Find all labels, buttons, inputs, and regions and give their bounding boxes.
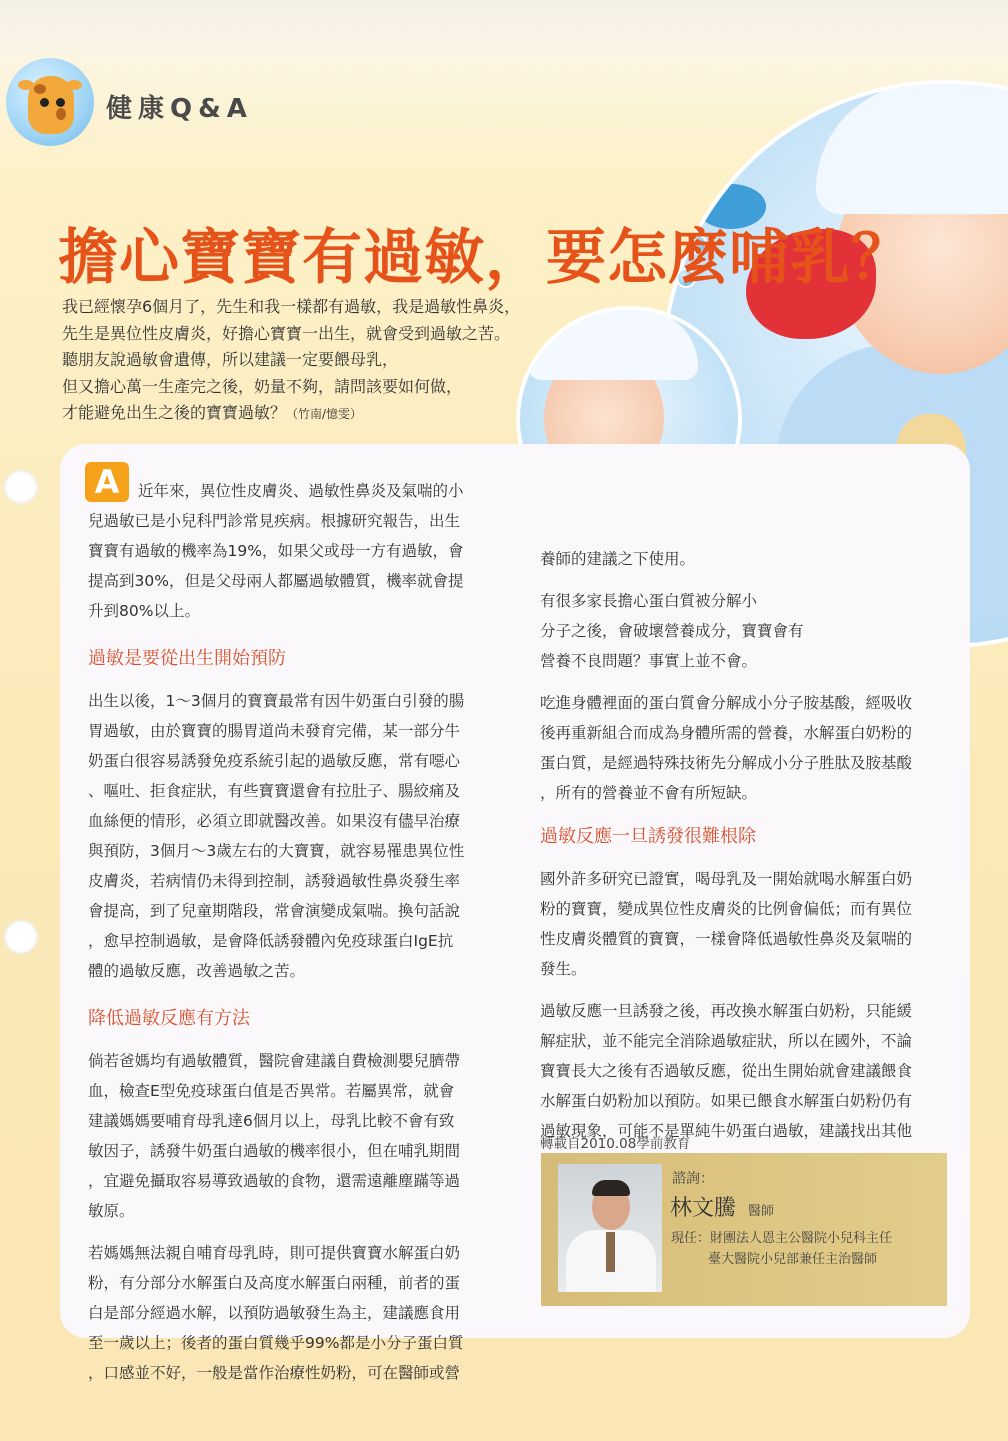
section-label: 健康Q&A	[106, 94, 253, 124]
p4-line: 營養不良問題？事實上並不會。	[540, 652, 758, 670]
p7-line: 過敏反應一旦誘發之後，再改換水解蛋白奶粉，只能緩	[540, 1002, 913, 1020]
subheading-prevention: 過敏是要從出生開始預防	[88, 648, 286, 669]
spacer	[88, 1226, 518, 1238]
p7-line: 水解蛋白奶粉加以預防。如果已餵食水解蛋白奶粉仍有	[540, 1092, 913, 1110]
giraffe-spot	[34, 84, 46, 94]
p2-line: 建議媽媽要哺育母乳達6個月以上，母乳比較不會有致	[88, 1112, 455, 1130]
small-baby-hat	[528, 310, 698, 380]
doctor-tie	[606, 1232, 615, 1272]
p1-line: 、嘔吐、拒食症狀，有些寶寶還會有拉肚子、腸絞痛及	[88, 782, 461, 800]
doctor-title: 醫師	[748, 1204, 775, 1219]
p3-line: 白是部分經過水解，以預防過敏發生為主，建議應食用	[88, 1304, 461, 1322]
p6-line: 性皮膚炎體質的寶寶，一樣會降低過敏性鼻炎及氣喘的	[540, 930, 913, 948]
doctor-position-1: 現任：財團法人恩主公醫院小兒科主任	[671, 1231, 893, 1246]
p5-line: 蛋白質，是經過特殊技術先分解成小分子胜肽及胺基酸	[540, 754, 913, 772]
intro-line: 兒過敏已是小兒科門診常見疾病。根據研究報告，出生	[88, 512, 461, 530]
p1-line: 會提高，到了兒童期階段，常會演變成氣喘。換句話說	[88, 902, 461, 920]
question-block	[62, 294, 532, 428]
punch-hole	[4, 920, 38, 954]
p2-line: 血，檢查E型免疫球蛋白值是否異常。若屬異常，就會	[88, 1082, 455, 1100]
p3-line: 若媽媽無法親自哺育母乳時，則可提供寶寶水解蛋白奶	[88, 1244, 461, 1262]
question-signature: （竹南/憶雯）	[286, 407, 363, 421]
p2-line: 倘若爸媽均有過敏體質，醫院會建議自費檢測嬰兒臍帶	[88, 1052, 461, 1070]
doctor-hair	[592, 1180, 630, 1196]
article-title: 擔心寶寶有過敏，要怎麼哺乳？	[58, 223, 912, 293]
p3-line: 粉，有分部分水解蛋白及高度水解蛋白兩種，前者的蛋	[88, 1274, 461, 1292]
p1-line: 體的過敏反應，改善過敏之苦。	[88, 962, 306, 980]
p2-line: ，宜避免攝取容易導致過敏的食物，還需遠離塵蹣等過	[88, 1172, 461, 1190]
baby-hat	[816, 84, 1008, 214]
spacer	[540, 984, 960, 996]
p6-line: 國外許多研究已證實，喝母乳及一開始就喝水解蛋白奶	[540, 870, 913, 888]
subheading-methods: 降低過敏反應有方法	[88, 1008, 250, 1029]
spacer	[88, 986, 518, 1004]
article-source: 轉載自2010.08學前教育	[540, 1136, 691, 1152]
p7-line: 寶寶長大之後有否過敏反應，從出生開始就會建議餵食	[540, 1062, 913, 1080]
p6-line: 粉的寶寶，變成異位性皮膚炎的比例會偏低；而有異位	[540, 900, 913, 918]
answer-column-right	[540, 544, 960, 1176]
p3-line: 至一歲以上；後者的蛋白質幾乎99%都是小分子蛋白質	[88, 1334, 464, 1352]
p1-line: 出生以後，1～3個月的寶寶最常有因牛奶蛋白引發的腸	[88, 692, 465, 710]
p3-line: ，口感並不好，一般是當作治療性奶粉，可在醫師或營	[88, 1364, 461, 1382]
spacer	[88, 1034, 518, 1046]
question-line: 聽朋友說過敏會遺傳，所以建議一定要餵母乳，	[62, 350, 399, 369]
p5-line: 後再重新組合而成為身體所需的營養，水解蛋白奶粉的	[540, 724, 913, 742]
answer-column-left	[88, 476, 518, 1388]
spacer	[540, 676, 960, 688]
top-band	[0, 0, 1008, 60]
p6-line: 發生。	[540, 960, 587, 978]
giraffe-spot	[56, 108, 66, 120]
p4-line: 有很多家長擔心蛋白質被分解小	[540, 592, 758, 610]
doctor-name: 林文騰	[670, 1196, 737, 1221]
question-line-text: 才能避免出生之後的寶寶過敏？	[62, 403, 287, 422]
giraffe-eye	[56, 98, 65, 107]
p2-line: 敏原。	[88, 1202, 135, 1220]
intro-line: 提高到30%，但是父母兩人都屬過敏體質，機率就會提	[88, 572, 464, 590]
doctor-photo	[558, 1164, 662, 1292]
intro-line: 寶寶有過敏的機率為19%，如果父或母一方有過敏，會	[88, 542, 464, 560]
spacer	[540, 852, 960, 864]
p5-line: ，所有的營養並不會有所短缺。	[540, 784, 758, 802]
p3-cont-line: 養師的建議之下使用。	[540, 550, 696, 568]
p4-line: 分子之後，會破壞營養成分，寶寶會有	[540, 622, 804, 640]
p1-line: 皮膚炎，若病情仍未得到控制，誘發過敏性鼻炎發生率	[88, 872, 461, 890]
doctor-position-2: 臺大醫院小兒部兼任主治醫師	[708, 1252, 878, 1267]
p7-line: 解症狀，並不能完全消除過敏症狀，所以在國外，不論	[540, 1032, 913, 1050]
giraffe-eye	[40, 98, 49, 107]
spacer	[88, 674, 518, 686]
spacer	[540, 808, 960, 822]
consult-label: 諮詢：	[672, 1171, 714, 1187]
p1-line: 血絲便的情形，必須立即就醫改善。如果沒有儘早治療	[88, 812, 461, 830]
p2-line: 敏因子，誘發牛奶蛋白過敏的機率很小，但在哺乳期間	[88, 1142, 461, 1160]
p1-line: ，愈早控制過敏，是會降低誘發體內免疫球蛋白IgE抗	[88, 932, 454, 950]
question-line: 我已經懷孕6個月了，先生和我一樣都有過敏，我是過敏性鼻炎，	[62, 297, 521, 316]
p1-line: 胃過敏，由於寶寶的腸胃道尚未發育完備，某一部分牛	[88, 722, 461, 740]
p7-line: 過敏現象，可能不是單純牛奶蛋白過敏，建議找出其他	[540, 1122, 913, 1140]
spacer	[88, 626, 518, 644]
question-line: 但又擔心萬一生產完之後，奶量不夠，請問該要如何做，	[62, 376, 463, 396]
question-line: 先生是異位性皮膚炎，好擔心寶寶一出生，就會受到過敏之苦。	[62, 323, 511, 343]
punch-hole	[4, 470, 38, 504]
p1-line: 奶蛋白很容易誘發免疫系統引起的過敏反應，常有噁心	[88, 752, 461, 770]
p1-line: 與預防，3個月～3歲左右的大寶寶，就容易罹患異位性	[88, 842, 465, 860]
spacer	[540, 574, 960, 586]
intro-line: 近年來，異位性皮膚炎、過敏性鼻炎及氣喘的小	[138, 482, 464, 500]
giraffe-head	[28, 76, 74, 134]
intro-line: 升到80%以上。	[88, 602, 200, 620]
p5-line: 吃進身體裡面的蛋白質會分解成小分子胺基酸，經吸收	[540, 694, 913, 712]
giraffe-mascot-icon	[6, 58, 94, 146]
answer-badge: A	[85, 462, 129, 502]
subheading-hard-to-cure: 過敏反應一旦誘發很難根除	[540, 826, 756, 847]
question-line	[62, 400, 532, 428]
